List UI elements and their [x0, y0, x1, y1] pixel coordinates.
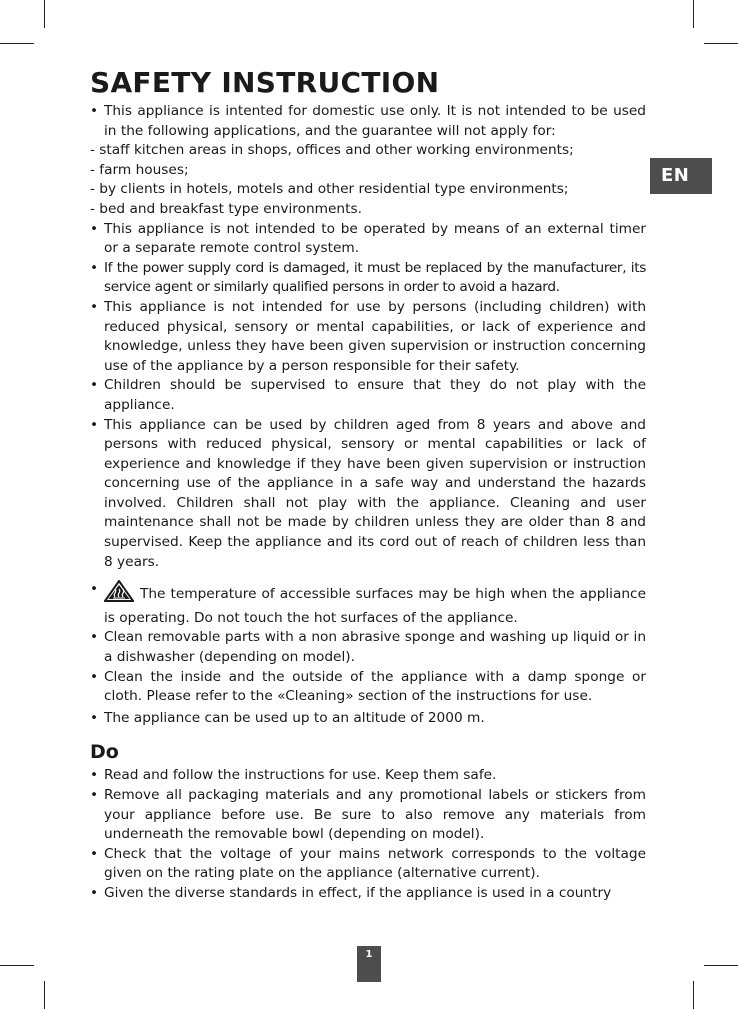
list-item: • Given the diverse standards in effect, if the appliance is used in a country: [90, 884, 646, 904]
language-tab: EN: [650, 158, 712, 194]
crop-mark: [693, 0, 694, 28]
do-list: [90, 766, 646, 903]
crop-mark: [704, 43, 738, 44]
crop-mark: [0, 43, 34, 44]
list-item: • Clean the inside and the outside of the appliance with a damp sponge or cloth. Please refer to the «Cleaning» section of the instructions for use.: [90, 668, 646, 707]
page-number: 1: [357, 946, 381, 982]
crop-mark: [704, 965, 738, 966]
list-item: • The appliance can be used up to an altitude of 2000 m.: [90, 709, 646, 729]
list-item: • Clean removable parts with a non abrasive sponge and washing up liquid or in a dishwasher (depending on model).: [90, 628, 646, 667]
safety-list: [90, 102, 646, 141]
list-item: • This appliance is not intended for use by persons (including children) with reduced physical, sensory or mental capabilities, or lack of experience and knowledge, unless they have been given supervision or instruction concerning use of the appliance by a person responsible for their safety.: [90, 298, 646, 376]
list-item: • If the power supply cord is damaged, it must be replaced by the manufacturer, its service agent or similarly qualified persons in order to avoid a hazard.: [90, 259, 646, 298]
exclusion-item: - bed and breakfast type environments.: [90, 200, 362, 217]
exclusion-item: - farm houses;: [90, 161, 189, 178]
safety-list: [90, 220, 646, 729]
crop-mark: [0, 965, 34, 966]
hot-surface-warning-icon: [104, 580, 134, 609]
crop-mark: [44, 0, 45, 28]
exclusion-item: - by clients in hotels, motels and other residential type environments;: [90, 181, 569, 198]
list-item: • This appliance is not intended to be operated by means of an external timer or a separate remote control system.: [90, 220, 646, 259]
page-title: SAFETY INSTRUCTION: [90, 66, 440, 99]
list-item: • Check that the voltage of your mains network corresponds to the voltage given on the rating plate on the appliance (alternative current).: [90, 845, 646, 884]
list-item: • This appliance can be used by children aged from 8 years and above and persons with reduced physical, sensory or mental capabilities or lack of experience and knowledge if they have been given supervision or instruction concerning use of the appliance in a safe way and understand the hazards involved. Children shall not play with the appliance. Cleaning and user maintenance shall not be made by children unless they are older than 8 and supervised. Keep the appliance and its cord out of reach of children less than 8 years.: [90, 416, 646, 573]
crop-mark: [44, 981, 45, 1009]
list-item: • Read and follow the instructions for use. Keep them safe.: [90, 766, 646, 786]
exclusion-list: [90, 141, 646, 219]
crop-mark: [693, 981, 694, 1009]
page-content: [90, 66, 646, 904]
section-heading-do: Do: [90, 741, 119, 764]
list-item-hot-surface: [90, 580, 646, 628]
hot-surface-text: The temperature of accessible surfaces may be high when the appliance is operating. Do not touch the hot surfaces of the appliance.: [104, 586, 646, 626]
list-item: • Children should be supervised to ensure that they do not play with the appliance.: [90, 376, 646, 415]
exclusion-item: - staff kitchen areas in shops, offices and other working environments;: [90, 142, 574, 159]
list-item: • This appliance is intented for domestic use only. It is not intended to be used in the following applications, and the guarantee will not apply for:: [90, 102, 646, 141]
list-item: • Remove all packaging materials and any promotional labels or stickers from your appliance before use. Be sure to also remove any materials from underneath the removable bowl (depending on model).: [90, 786, 646, 845]
